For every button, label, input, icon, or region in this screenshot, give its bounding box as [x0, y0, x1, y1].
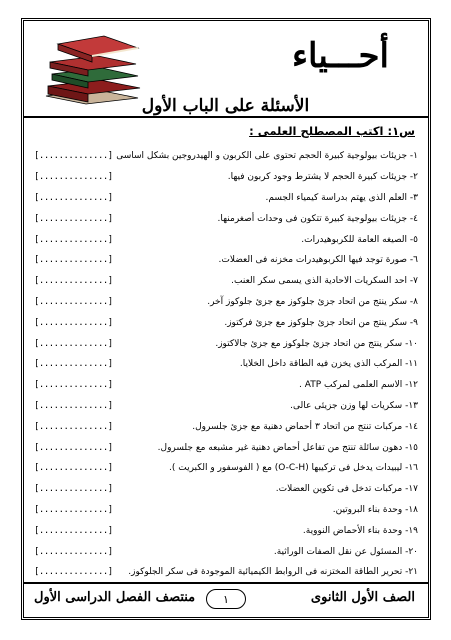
answer-blank: [..............] [34, 400, 113, 411]
answer-blank: [..............] [34, 276, 113, 287]
question-item [34, 562, 418, 583]
question-text: ٢٠- المسئول عن نقل الصفات الوراثية. [273, 546, 418, 557]
answer-blank: [..............] [34, 296, 113, 307]
question-item [34, 354, 418, 375]
answer-blank: [..............] [34, 151, 113, 162]
answer-blank: [..............] [34, 317, 113, 328]
answer-blank: [..............] [34, 192, 113, 203]
answer-blank: [..............] [34, 380, 113, 391]
question-item [34, 333, 418, 354]
answer-blank: [..............] [34, 172, 113, 183]
answer-blank: [..............] [34, 421, 113, 432]
question-text: ١٨- وحدة بناء البروتين. [332, 504, 418, 515]
question-item [34, 500, 418, 521]
question-item [34, 520, 418, 541]
answer-blank: [..............] [34, 213, 113, 224]
question-text: ٣- العلم الذى يهتم بدراسة كيمياء الجسم. [265, 192, 418, 203]
answer-blank: [..............] [34, 463, 113, 474]
answer-blank: [..............] [34, 359, 113, 370]
answer-blank: [..............] [34, 567, 113, 578]
question-list [34, 146, 418, 583]
question-item [34, 458, 418, 479]
page-number: ١ [206, 589, 246, 609]
question-item [34, 541, 418, 562]
question-text: ١٣- سكريات لها وزن جزيئى عالى. [290, 400, 418, 411]
answer-blank: [..............] [34, 255, 113, 266]
footer-term: منتصف الفصل الدراسى الأول [34, 590, 196, 605]
question-item [34, 271, 418, 292]
question-text: ٤- جزيئات بيولوجية كبيرة تتكون فى وحدات أصغرمنها. [217, 213, 418, 224]
question-text: ١١- المركب الذى يخزن فيه الطاقة داخل الخلايا. [239, 359, 418, 370]
question-item [34, 396, 418, 417]
question-item [34, 167, 418, 188]
question-text: ٢- جزيئات كبيرة الحجم لا يشترط وجود كربون فيها. [227, 172, 418, 183]
question-text: ٢١- تحرير الطاقة المختزنه فى الروابط الكيميائية الموجودة فى سكر الجلوكوز. [128, 567, 418, 578]
subject-title: أحـــياء [292, 36, 389, 76]
answer-blank: [..............] [34, 234, 113, 245]
answer-blank: [..............] [34, 504, 113, 515]
books-illustration [38, 26, 148, 106]
answer-blank: [..............] [34, 338, 113, 349]
question-text: ١٤- مركبات تنتج من اتحاد ٣ أحماض دهنية مع جزئ جلسرول. [192, 421, 418, 432]
header-divider [24, 116, 428, 118]
question-item [34, 479, 418, 500]
answer-blank: [..............] [34, 484, 113, 495]
question-item [34, 416, 418, 437]
question-item [34, 375, 418, 396]
footer-grade: الصف الأول الثانوى [310, 590, 415, 605]
question-item [34, 292, 418, 313]
question-item [34, 208, 418, 229]
question-text: ١٠- سكر ينتج من اتحاد جزئ جلوكوز مع جزئ جالاكتوز. [215, 338, 418, 349]
question-heading: س١: اكتب المصطلح العلمى : [249, 124, 415, 138]
answer-blank: [..............] [34, 442, 113, 453]
chapter-title: الأسئلة على الباب الأول [141, 96, 310, 116]
question-item [34, 229, 418, 250]
question-text: ٧- احد السكريات الاحادية الذى يسمى سكر العنب. [231, 276, 418, 287]
question-text: ١٩- وحدة بناء الأحماض النووية. [302, 525, 418, 536]
question-text: ٦- صورة توجد فيها الكربوهيدرات مخزنه فى العضلات. [218, 255, 418, 266]
question-text: ٩- سكر ينتج من اتحاد جزئ جلوكوز مع جزئ فركتوز. [224, 317, 418, 328]
question-text: ١٦- ليبيدات يدخل فى تركيبها (O-C-H) مع ( الفوسفور و الكبريت ). [169, 463, 418, 474]
question-item [34, 146, 418, 167]
answer-blank: [..............] [34, 546, 113, 557]
question-item [34, 250, 418, 271]
question-item [34, 188, 418, 209]
question-text: ٨- سكر ينتج من اتحاد جزئ جلوكوز مع جزئ جلوكوز آخر. [207, 296, 418, 307]
question-text: ٥- الصيغه العامة للكربوهيدرات. [301, 234, 418, 245]
question-text: ١- جزيئات بيولوجية كبيرة الحجم تحتوى على الكربون و الهيدروجين بشكل اساسى [116, 151, 418, 162]
answer-blank: [..............] [34, 525, 113, 536]
question-item [34, 437, 418, 458]
question-text: ١٢- الاسم العلمى لمركب ATP . [299, 380, 418, 391]
footer-divider [24, 582, 428, 584]
question-text: ١٧- مركبات تدخل فى تكوين العضلات. [275, 484, 418, 495]
question-text: ١٥- دهون سائلة تنتج من تفاعل أحماض دهنية غير مشبعه مع جلسرول. [157, 442, 418, 453]
question-item [34, 312, 418, 333]
